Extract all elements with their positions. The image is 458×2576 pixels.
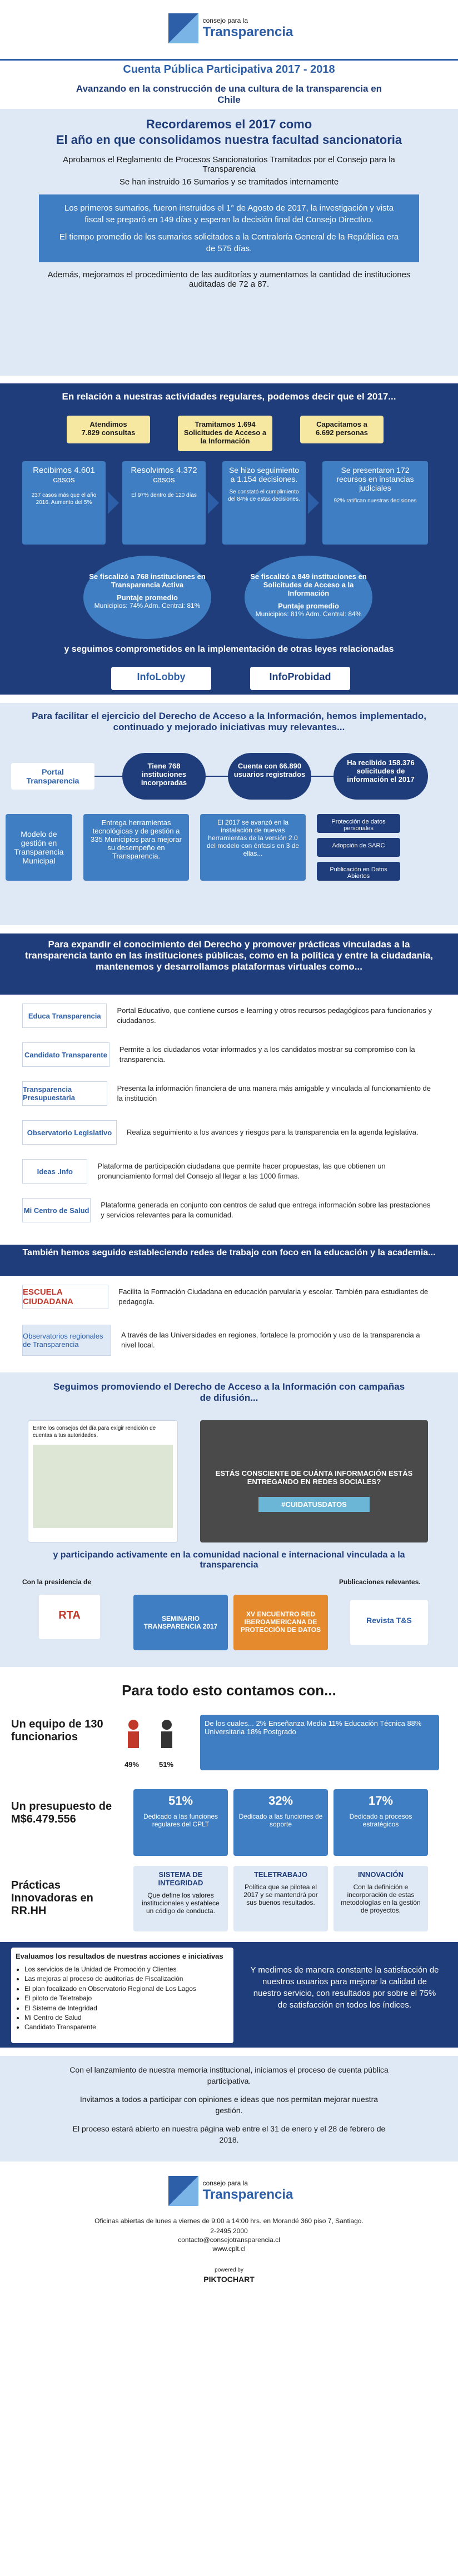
practices-title: Prácticas Innovadoras en RR.HH — [11, 1879, 93, 1917]
top-stat-2 — [178, 416, 272, 451]
evaluation-item: • Los servicios de la Unidad de Promoción y Clientes — [24, 1965, 229, 1974]
footer-email[interactable]: contacto@consejotransparencia.cl — [178, 2236, 280, 2244]
tweet-text: Entre los consejos del día para exigir rendición de cuentas a tus autoridades. — [33, 1425, 156, 1439]
intro-p2: Se han instruido 16 Sumarios y se tramitados internamente — [119, 177, 339, 187]
intro-heading1: Recordaremos el 2017 como — [146, 117, 312, 131]
flow-main: Se hizo seguimiento a 1.154 decisiones. — [228, 466, 300, 483]
flow-detail: El 97% dentro de 120 días — [131, 492, 197, 498]
budget-pct: 51% — [168, 1794, 193, 1808]
practice-box-3 — [333, 1866, 428, 1931]
fiscal-main: Se fiscalizó a 849 instituciones en Solicitudes de Acceso a la Información — [250, 572, 367, 597]
flow-step-3 — [222, 461, 306, 545]
evaluation-item: • Mi Centro de Salud — [24, 2013, 229, 2023]
observatorio-logo: Observatorio Legislativo — [22, 1120, 117, 1145]
practice-text: Política que se pilotea el 2017 y se mantendrá por sus buenos resultados. — [243, 1883, 318, 1906]
logo-mark-icon — [168, 13, 198, 43]
top-stat-title: Atendimos — [89, 420, 127, 428]
encuentro-image: XV ENCUENTRO RED IBEROAMERICANA DE PROTECCIÓN DE DATOS — [233, 1595, 328, 1650]
activities-section — [0, 383, 458, 695]
portal-item-5 — [22, 1156, 436, 1187]
page-subtitle: Avanzando en la construcción de una cultura de la transparencia en Chile — [76, 83, 382, 105]
intro-section — [0, 109, 458, 376]
fiscal-score: Puntaje promedio — [117, 593, 178, 602]
top-stat-1 — [67, 416, 150, 443]
practices-row — [0, 1863, 458, 1935]
evaluation-item: • Candidato Transparente — [24, 2023, 229, 2032]
closing-p3: El proceso estará abierto en nuestra página web entre el 31 de enero y el 28 de febrero de 2018. — [72, 2124, 386, 2144]
educa-logo: Educa Transparencia — [22, 1004, 107, 1028]
evaluation-box — [11, 1948, 233, 2043]
network-text: A través de las Universidades en regiones, fortalece la promoción y uso de la transparencia a nivel local. — [121, 1331, 420, 1349]
portal-stat-1: Tiene 768 instituciones incorporadas — [122, 753, 206, 800]
presupuestaria-logo: Transparencia Presupuestaria — [22, 1081, 107, 1106]
portal-item-1 — [22, 1000, 436, 1031]
budget-box-3 — [333, 1789, 428, 1856]
observatorios-logo: Observatorios regionales de Transparencia — [22, 1325, 111, 1356]
staff-row — [0, 1707, 458, 1782]
revista-logo: Revista T&S — [350, 1600, 428, 1645]
budget-text: Dedicado a las funciones de soporte — [238, 1813, 323, 1828]
logo-line2: Transparencia — [202, 24, 293, 39]
flow-detail: 92% ratifican nuestras decisiones — [333, 498, 417, 504]
flow-main: Recibimos 4.601 casos — [33, 466, 95, 485]
networks-list — [0, 1276, 458, 1367]
portal-stat-2: Cuenta con 66.890 usuarios registrados — [228, 753, 311, 800]
fiscal-score: Puntaje promedio — [278, 602, 339, 610]
budget-box-2 — [233, 1789, 328, 1856]
footer-logo — [161, 2173, 300, 2209]
top-stat-value: 6.692 personas — [316, 428, 368, 437]
portal-item-6 — [22, 1195, 436, 1226]
top-stat-title: Capacitamos a — [316, 420, 367, 428]
activities-question: En relación a nuestras actividades regulares, podemos decir que el 2017... — [62, 391, 396, 402]
tag-2: Adopción de SARC — [317, 838, 400, 857]
campaigns-section — [0, 1372, 458, 1667]
infolobby-logo: InfoLobby — [111, 667, 211, 690]
divider — [0, 59, 458, 61]
resources-heading-band — [0, 1673, 458, 1706]
closing-p2: Invitamos a todos a participar con opiniones e ideas que nos permitan mejorar nuestra gestión. — [79, 2095, 379, 2115]
fiscal-main: Se fiscalizó a 768 instituciones en Transparencia Activa — [89, 572, 206, 589]
logo-line2: Transparencia — [202, 2187, 293, 2202]
portal-item-2 — [22, 1039, 436, 1070]
other-laws-text: y seguimos comprometidos en la implementación de otras leyes relacionadas — [64, 645, 394, 654]
budget-text: Dedicado a procesos estratégicos — [349, 1813, 412, 1828]
piktochart-brand: PIKTOCHART — [203, 2275, 255, 2284]
intro-highlight-box — [39, 194, 419, 262]
participation-text: y participando activamente en la comunidad nacional e internacional vinculada a la transparencia — [53, 1550, 405, 1570]
candidato-logo: Candidato Transparente — [22, 1042, 109, 1067]
footer — [0, 2167, 458, 2576]
header-logo — [161, 10, 300, 47]
intro-p5: Además, mejoramos el procedimiento de las auditorías y aumentamos la cantidad de instituciones auditadas de 72 a 87. — [47, 270, 411, 289]
budget-row — [0, 1784, 458, 1861]
staff-title: Un equipo de 130 funcionarios — [11, 1718, 103, 1743]
budget-pct: 32% — [268, 1794, 293, 1808]
fiscal-box-2 — [245, 556, 372, 639]
hashtag: #CUIDATUSDATOS — [258, 1497, 370, 1512]
fiscal-box-1 — [83, 556, 211, 639]
top-stat-3 — [300, 416, 384, 443]
publications-label: Publicaciones relevantes. — [339, 1578, 421, 1586]
infoprobidad-logo: InfoProbidad — [250, 667, 350, 690]
tag-3: Publicación en Datos Abiertos — [317, 862, 400, 881]
portals-heading: Para expandir el conocimiento del Derecho y promover prácticas vinculadas a la transparencia tanto en las instituciones públicas, como en la política y entre la ciudadanía, mantenemos y desarrollamos plataformas virtuales como... — [24, 939, 434, 972]
top-stat-value: 7.829 consultas — [81, 428, 136, 437]
model-detail-box: Entrega herramientas tecnológicas y de gestión a 335 Municipios para mejorar su desempeño en Transparencia. — [83, 814, 189, 881]
practice-text: Que define los valores institucionales y establece un código de conducta. — [142, 1891, 220, 1915]
tag-1: Protección de datos personales — [317, 814, 400, 833]
evaluation-summary: Y medimos de manera constante la satisfacción de nuestros usuarios para mejorar la calidad de nuestro servicio, con resultados por sobre el 75% de satisfacción en todos los índices. — [250, 1965, 439, 2010]
gender-icons — [117, 1718, 183, 1757]
ideas-logo: Ideas .Info — [22, 1159, 87, 1184]
budget-text: Dedicado a las funciones regulares del CPLT — [143, 1813, 218, 1828]
portal-text: Portal Educativo, que contiene cursos e-learning y otros recursos pedagógicos para funcionarios y ciudadanos. — [117, 1006, 432, 1025]
header — [0, 0, 458, 83]
networks-heading: También hemos seguido estableciendo redes de trabajo con foco en la educación y la academia... — [22, 1248, 436, 1257]
evaluation-item: • El Sistema de Integridad — [24, 2004, 229, 2013]
evaluation-item: • El plan focalizado en Observatorio Regional de Los Lagos — [24, 1984, 229, 1994]
closing-section — [0, 2056, 458, 2161]
tweet-card — [28, 1420, 178, 1542]
model-detail2-box: El 2017 se avanzó en la instalación de nuevas herramientas de la versión 2.0 del modelo con énfasis en 3 de ellas... — [200, 814, 306, 881]
logo-mark-icon — [168, 2176, 198, 2206]
practice-box-1 — [133, 1866, 228, 1931]
flow-step-4 — [322, 461, 428, 545]
powered-by: powered by — [215, 2267, 243, 2273]
presidency-label: Con la presidencia de — [22, 1578, 92, 1586]
seminar-image: SEMINARIO TRANSPARENCIA 2017 — [133, 1595, 228, 1650]
footer-web[interactable]: www.cplt.cl — [212, 2245, 246, 2253]
resources-heading: Para todo esto contamos con... — [122, 1682, 336, 1699]
portal-text: Realiza seguimiento a los avances y riesgos para la transparencia en la agenda legislativa. — [127, 1128, 419, 1137]
network-item-1 — [22, 1280, 436, 1314]
intro-p1: Aprobamos el Reglamento de Procesos Sancionatorios Tramitados por el Consejo para la Transparencia — [63, 155, 395, 174]
portals-list — [0, 995, 458, 1239]
flow-step-2 — [122, 461, 206, 545]
budget-title: Un presupuesto de M$6.479.556 — [11, 1800, 112, 1825]
flow-main: Se presentaron 172 recursos en instancias judiciales — [336, 466, 414, 492]
evaluation-list — [24, 1965, 229, 2033]
portals-heading-band — [0, 933, 458, 995]
portal-item-3 — [22, 1078, 436, 1109]
intro-heading2: El año en que consolidamos nuestra facultad sancionatoria — [56, 132, 402, 147]
network-item-2 — [22, 1322, 436, 1358]
flow-step-1 — [22, 461, 106, 545]
budget-box-1 — [133, 1789, 228, 1856]
top-stat-value: Solicitudes de Acceso a la Información — [183, 428, 267, 445]
portal-text: Permite a los ciudadanos votar informados y a los candidatos mostrar su compromiso con la transparencia. — [119, 1045, 415, 1064]
intro-p4: El tiempo promedio de los sumarios solicitados a la Contraloría General de la República era de 575 días. — [59, 232, 399, 253]
intro-p3: Los primeros sumarios, fueron instruidos el 1° de Agosto de 2017, la investigación y vista fiscal se preparó en 149 días y esperan la decisión final del Consejo Directivo. — [64, 203, 394, 224]
page-title: Cuenta Pública Participativa 2017 - 2018 — [123, 63, 335, 76]
portal-text: Presenta la información financiera de una manera más amigable y vinculada al funcionamiento de la institución — [117, 1084, 431, 1102]
practice-title: TELETRABAJO — [253, 1870, 308, 1879]
portal-text: Plataforma generada en conjunto con centros de salud que entrega información sobre las prestaciones y servicios relevantes para la comunidad. — [101, 1201, 431, 1219]
centro-salud-logo: Mi Centro de Salud — [22, 1198, 91, 1222]
portal-transparencia-logo: Portal Transparencia — [11, 763, 94, 790]
escuela-ciudadana-logo: ESCUELA CIUDADANA — [22, 1285, 108, 1309]
men-pct: 51% — [159, 1760, 174, 1769]
arrow-right-icon — [208, 492, 219, 514]
fiscal-detail: Municipios: 74% Adm. Central: 81% — [94, 602, 201, 610]
staff-details: De los cuales... 2% Enseñanza Media 11% Educación Técnica 88% Universitaria 18% Postgrado — [200, 1715, 439, 1770]
people-icon — [117, 1718, 183, 1757]
tweet-image — [33, 1445, 173, 1528]
portal-stat-3: Ha recibido 158.376 solicitudes de información el 2017 — [333, 753, 428, 800]
practice-title: SISTEMA DE INTEGRIDAD — [158, 1870, 203, 1887]
budget-pct: 17% — [368, 1794, 394, 1808]
banner-text: ESTÁS CONSCIENTE DE CUÁNTA INFORMACIÓN ESTÁS ENTREGANDO EN REDES SOCIALES? — [215, 1469, 413, 1486]
evaluation-section — [0, 1942, 458, 2048]
portal-item-4 — [22, 1117, 436, 1148]
footer-address: Oficinas abiertas de lunes a viernes de 9:00 a 14:00 hrs. en Morandé 360 piso 7, Santiago. — [94, 2217, 364, 2225]
logo-line1: consejo para la — [202, 17, 248, 24]
logo-line1: consejo para la — [202, 2179, 248, 2187]
network-text: Facilita la Formación Ciudadana en educación parvularia y escolar. También para estudiantes de pedagogía. — [118, 1287, 429, 1306]
portal-text: Plataforma de participación ciudadana que permite hacer propuestas, las que obtienen un pronunciamiento formal del Consejo al llegar a las 1000 firmas. — [97, 1162, 386, 1180]
flow-detail: 237 casos más que el año 2016. Aumento del 5% — [31, 492, 97, 506]
access-section — [0, 703, 458, 925]
footer-phone: 2-2495 2000 — [210, 2227, 248, 2235]
evaluation-heading: Evaluamos los resultados de nuestras acciones e iniciativas — [16, 1952, 223, 1960]
top-stat-title: Tramitamos 1.694 — [195, 420, 256, 428]
campaign-banner — [200, 1420, 428, 1542]
flow-detail: Se constató el cumplimiento del 84% de estas decisiones. — [228, 489, 300, 502]
evaluation-item: • El piloto de Teletrabajo — [24, 1994, 229, 2003]
practice-box-2 — [233, 1866, 328, 1931]
rta-logo: RTA — [39, 1595, 100, 1639]
networks-heading-band — [0, 1245, 458, 1276]
model-box: Modelo de gestión en Transparencia Municipal — [6, 814, 72, 881]
practice-text: Con la definición e incorporación de estas metodologías en la gestión de proyectos. — [341, 1883, 421, 1914]
flow-main: Resolvimos 4.372 casos — [131, 466, 197, 485]
access-heading: Para facilitar el ejercicio del Derecho de Acceso a la Información, hemos implementado, continuado y mejorado iniciativas muy relevantes... — [32, 711, 426, 732]
campaigns-heading: Seguimos promoviendo el Derecho de Acceso a la Información con campañas de difusión... — [53, 1381, 405, 1403]
closing-p1: Con el lanzamiento de nuestra memoria institucional, iniciamos el proceso de cuenta pública participativa. — [69, 2065, 389, 2085]
evaluation-item: • Las mejoras al proceso de auditorías de Fiscalización — [24, 1974, 229, 1984]
fiscal-detail: Municipios: 81% Adm. Central: 84% — [255, 610, 362, 618]
arrow-right-icon — [108, 492, 119, 514]
women-pct: 49% — [125, 1760, 140, 1769]
practice-title: INNOVACIÓN — [357, 1870, 404, 1879]
arrow-right-icon — [308, 492, 319, 514]
